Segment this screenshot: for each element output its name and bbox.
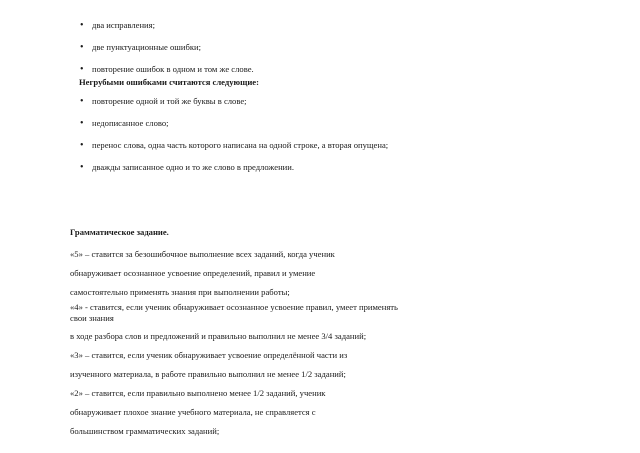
grade-paragraph-line: «5» – ставится за безошибочное выполнение всех заданий, когда ученик bbox=[70, 249, 335, 259]
nongross-errors-heading: Негрубыми ошибками считаются следующие: bbox=[79, 77, 259, 87]
list-item: • два исправления; bbox=[80, 20, 400, 31]
list-item: • дважды записанное одно и то же слово в предложении. bbox=[80, 162, 400, 173]
nongross-errors-list bbox=[80, 96, 400, 184]
grade-paragraph-line: обнаруживает осознанное усвоение определений, правил и умение bbox=[70, 268, 316, 278]
list-item: • перенос слова, одна часть которого написана на одной строке, а вторая опущена; bbox=[80, 140, 392, 151]
grade-paragraph-line: обнаруживает плохое знание учебного материала, не справляется с bbox=[70, 407, 316, 417]
list-item: • повторение ошибок в одном и том же слове. bbox=[80, 64, 400, 75]
list-item: • две пунктуационные ошибки; bbox=[80, 42, 400, 53]
list-item: • повторение одной и той же буквы в слове; bbox=[80, 96, 400, 107]
grade-paragraph-line: «4» - ставится, если ученик обнаруживает осознанное усвоение правил, умеет применять свои знания bbox=[70, 302, 398, 323]
grade-paragraph-line: большинством грамматических заданий; bbox=[70, 426, 220, 436]
grade-paragraph-line: в ходе разбора слов и предложений и правильно выполнил не менее 3/4 заданий; bbox=[70, 331, 367, 341]
grade-paragraph-line: «3» – ставится, если ученик обнаруживает усвоение определённой части из bbox=[70, 350, 348, 360]
grade-paragraph-line: «2» – ставится, если правильно выполнено менее 1/2 заданий, ученик bbox=[70, 388, 326, 398]
grade-paragraph-line: самостоятельно применять знания при выполнении работы; bbox=[70, 287, 290, 297]
grade-paragraph-line: изученного материала, в работе правильно выполнил не менее 1/2 заданий; bbox=[70, 369, 346, 379]
grammar-task-heading: Грамматическое задание. bbox=[70, 227, 169, 237]
list-item: • недописанное слово; bbox=[80, 118, 400, 129]
